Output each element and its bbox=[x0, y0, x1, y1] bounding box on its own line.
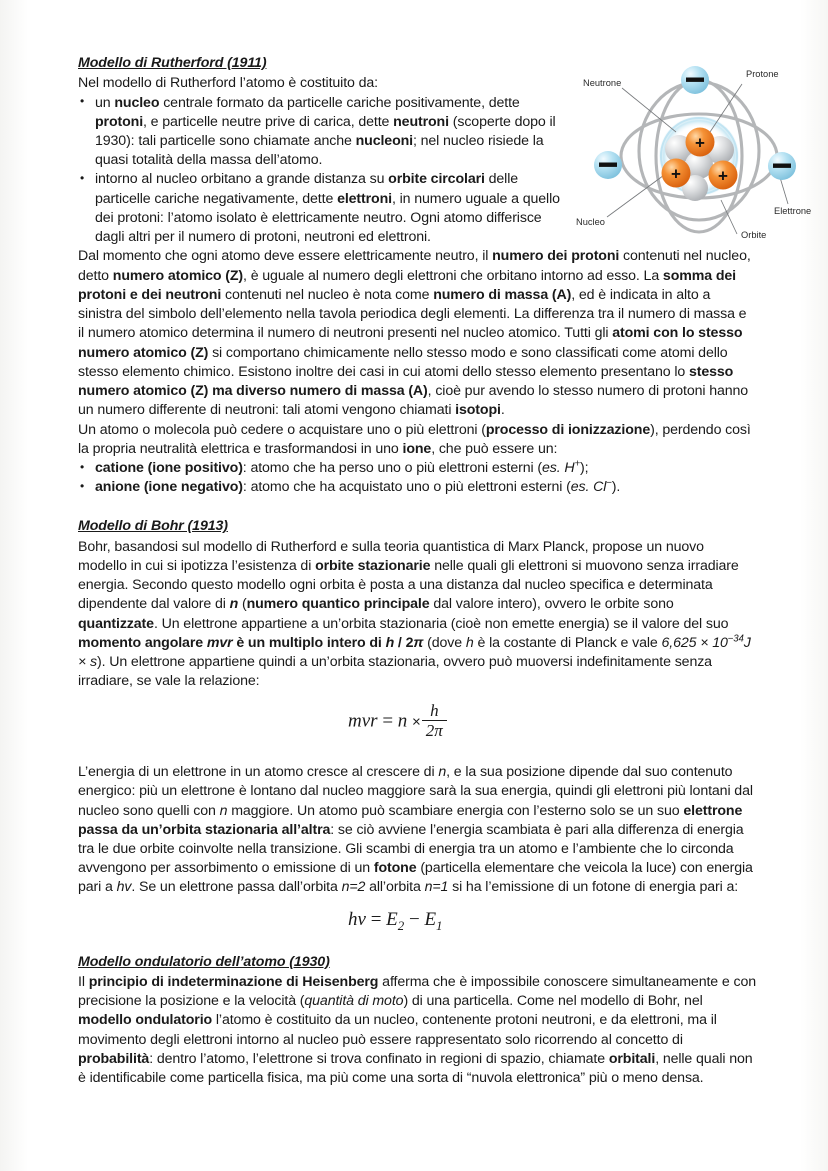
formula-h: h bbox=[348, 908, 358, 930]
formula2-gap-top bbox=[78, 898, 756, 909]
section-ondulatorio bbox=[78, 953, 756, 1089]
rutherford-bullet-list bbox=[78, 94, 562, 248]
proton-plus-glyph: + bbox=[718, 166, 728, 186]
list-item: • anione (ione negativo): atomo che ha acquistato uno o più elettroni esterni (es. Cl−). bbox=[78, 478, 756, 497]
document-body bbox=[78, 54, 756, 1088]
figure-label-protone: Protone bbox=[746, 69, 779, 79]
formula-minus: − bbox=[408, 908, 420, 930]
bohr-body-2: L’energia di un elettrone in un atomo cresce al crescere di n, e la sua posizione dipende dal suo contenuto energico: più un elettrone è lontano dal nucleo maggiore sarà la sua energia, quindi gli elettroni più lontani dal nucleo sono quelli con n maggiore. Un atomo può scambiare energia con l’esterno solo se un suo elettrone passa da un’orbita stazionaria all’altra: se ciò avviene l’energia scambiata è pari alla differenza di energia tra le due orbite coinvolte nella transizione. Gli scambi di energia tra un atomo e l’ambiente che lo circonda avvengono per assorbimento o emissione di un fotone (particella elementare che veicola la luce) con energia pari a hv. Se un elettrone passa dall’orbita n=2 all’orbita n=1 si ha l’emissione di un fotone di energia pari a: bbox=[78, 764, 753, 896]
figure-label-nucleo: Nucleo bbox=[576, 217, 605, 227]
rutherford-body: Dal momento che ogni atomo deve essere elettricamente neutro, il numero dei protoni contenuti nel nucleo, detto numero atomico (Z), è uguale al numero degli elettroni che orbitano intorno ad esso. La somma dei protoni e dei neutroni contenuti nel nucleo è nota come numero di massa (A), ed è indicata in alto a sinistra del simbolo dell’elemento nella tavola periodica degli elementi. La differenza tra il numero di massa e il numero atomico determina il numero di neutroni presenti nel nucleo atomico. Tutti gli atomi con lo stesso numero atomico (Z) si comportano chimicamente nello stesso modo e sono classificati come atomi dello stesso elemento chimico. Esistono inoltre dei casi in cui atomi dello stesso elemento presentano lo stesso numero atomico (Z) ma diverso numero di massa (A), cioè pur avendo lo stesso numero di protoni hanno un numero differente di neutroni: tali atomi vengono chiamati isotopi. bbox=[78, 248, 751, 419]
formula-numerator: h bbox=[430, 700, 439, 720]
rutherford-ion-intro: Un atomo o molecola può cedere o acquistare uno o più elettroni (processo di ionizzazione), perdendo così la propria neutralità elettrica e trasformandosi in uno ione, che può essere un: bbox=[78, 421, 751, 457]
formula-denominator: 2π bbox=[422, 720, 447, 741]
ion-bullet-list bbox=[78, 459, 756, 497]
figure-label-neutrone: Neutrone bbox=[583, 78, 622, 88]
figure-label-elettrone: Elettrone bbox=[774, 206, 812, 216]
formula-n: n bbox=[397, 710, 408, 732]
electron-minus-glyph bbox=[773, 164, 791, 168]
formula-v: v bbox=[357, 908, 366, 930]
formula-fraction bbox=[422, 702, 447, 740]
proton-plus-glyph: + bbox=[695, 133, 705, 153]
heading-ondulatorio: Modello ondulatorio dell’atomo (1930) bbox=[78, 953, 330, 970]
formula-angular-momentum bbox=[78, 700, 756, 741]
proton-plus-glyph: + bbox=[671, 164, 681, 184]
figure-label-orbite: Orbite bbox=[741, 230, 767, 240]
formula-equals: = bbox=[382, 710, 394, 732]
ondulatorio-body: Il principio di indeterminazione di Heisenberg afferma che è impossibile conoscere simultaneamente e con precisione la posizione e la velocità (quantità di moto) di una particella. Come nel modello di Bohr, nel modello ondulatorio l’atomo è costituito da un nucleo, contenente protoni neutroni, e da elettroni, ma il movimento degli elettroni intorno al nucleo può essere rappresentato solo ricorrendo al concetto di probabilità: dentro l’atomo, l’elettrone si trova confinato in regioni di spazio, chiamate orbitali, nelle quali non è identificabile come particella fisica, ma più come una sorta di “nuvola elettronica” più o meno densa. bbox=[78, 974, 756, 1087]
formula-equals: = bbox=[370, 908, 382, 930]
heading-bohr: Modello di Bohr (1913) bbox=[78, 518, 228, 535]
formula-e1: E bbox=[424, 908, 437, 930]
list-item: • catione (ione positivo): atomo che ha perso uno o più elettroni esterni (es. H+); bbox=[78, 459, 756, 478]
section-bohr bbox=[78, 517, 756, 952]
heading-rutherford: Modello di Rutherford (1911) bbox=[78, 55, 267, 71]
list-item: • un nucleo centrale formato da particelle cariche positivamente, dette protoni, e particelle neutre prive di carica, dette neutroni (scoperte dopo il 1930): tali particelle sono chiamate anche nucleoni; nel nucleo risiede la quasi totalità della massa dell’atomo. bbox=[78, 94, 562, 171]
formula-sub-1: 1 bbox=[436, 917, 443, 933]
bohr-body-1: Bohr, basandosi sul modello di Rutherford e sulla teoria quantistica di Marx Planck, propose un nuovo modello in cui si ipotizza l’esistenza di orbite stazionarie nelle quali gli elettroni si muovono senza irradiare energia. Secondo questo modello ogni orbita è posta a una distanza dal nucleo specifica e determinata dipendente dal valore di n (numero quantico principale dal valore intero), ovvero le orbite sono quantizzate. Un elettrone appartiene a un’orbita stazionaria (cioè non emette energia) se il valore del suo momento angolare mvr è un multiplo intero di h / 2π (dove h è la costante di Planck e vale $6,625 \times 10^{-34}J \times s$). Un elettrone appartiene quindi a un’orbita stazionaria, ovvero può muoversi indefinitamente senza irradiare, se vale la relazione: bbox=[78, 538, 751, 690]
formula2-gap-bottom bbox=[78, 931, 756, 953]
formula-gap-bottom bbox=[78, 741, 756, 763]
formula-times: × bbox=[412, 713, 421, 731]
section-gap bbox=[78, 497, 756, 517]
formula-e2: E bbox=[386, 908, 398, 930]
list-item: • intorno al nucleo orbitano a grande distanza su orbite circolari delle particelle cariche negativamente, dette elettroni, in numero uguale a quello dei protoni: l’atomo isolato è elettricamente neutro. Ogni atomo differisce dagli altri per il numero di protoni, neutroni ed elettroni. bbox=[78, 170, 562, 247]
formula-gap-top bbox=[78, 692, 756, 703]
formula-photon-energy bbox=[78, 909, 756, 931]
rutherford-lead: Nel modello di Rutherford l’atomo è costituito da: bbox=[78, 75, 378, 92]
formula-sub-2: 2 bbox=[397, 917, 405, 933]
formula-lhs: mvr bbox=[348, 710, 378, 732]
section-rutherford bbox=[78, 54, 756, 497]
